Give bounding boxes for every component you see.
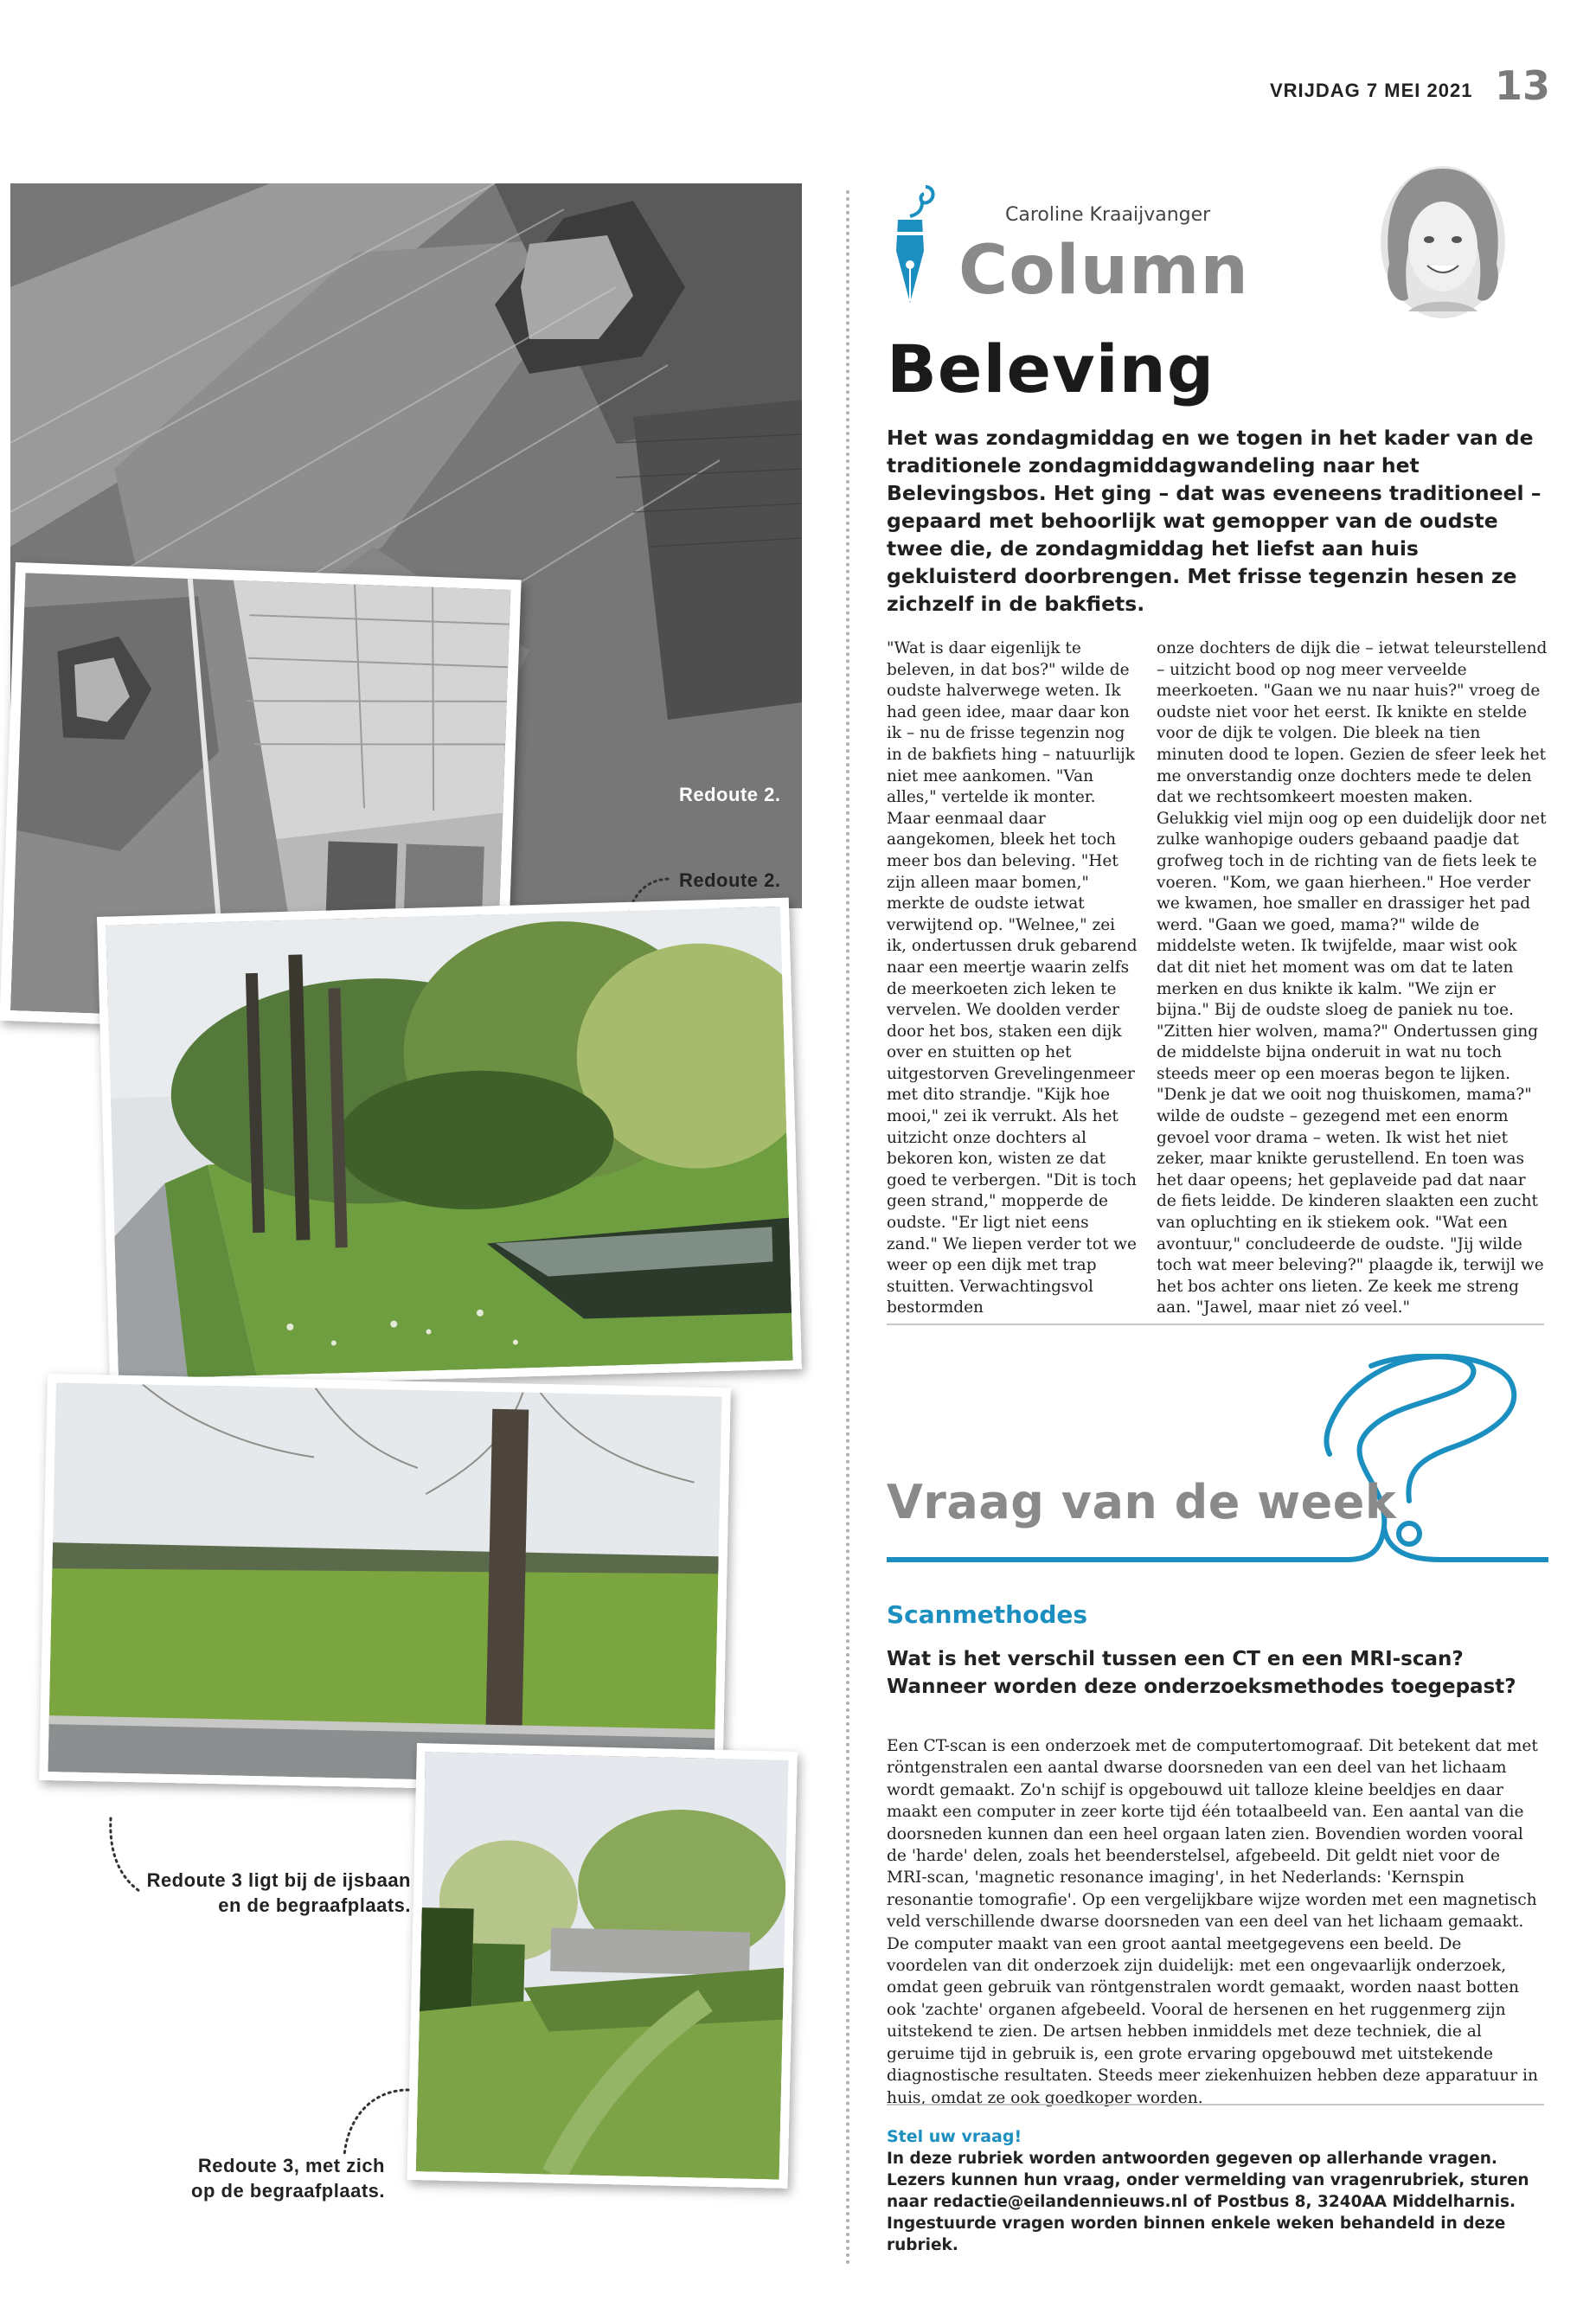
photo-path-trees	[97, 898, 802, 1388]
issue-date: VRIJDAG 7 MEI 2021	[1270, 80, 1473, 101]
question-topic: Scanmethodes	[887, 1600, 1088, 1629]
section-title-vraag: Vraag van de week	[887, 1475, 1397, 1529]
caption-redoute3b-line1: Redoute 3, met zich	[197, 2155, 385, 2176]
column-divider	[846, 190, 849, 2266]
submit-question-box	[887, 2126, 1561, 2256]
caption-pointer-redoute3b	[337, 2083, 415, 2161]
section-divider-bottom	[887, 2104, 1544, 2106]
section-label-column: Column	[958, 232, 1249, 310]
submit-question-title: Stel uw vraag!	[887, 2127, 1022, 2146]
pen-mouse-icon	[884, 182, 938, 311]
question-mark-icon	[887, 1354, 1548, 1570]
caption-redoute3	[121, 1868, 411, 1918]
article-body-col1	[887, 638, 1139, 1319]
article-lead: Het was zondagmiddag en we togen in het kader van de traditionele zondagmiddagwandeling naar het Belevingsbos. Het ging – dat was eveneens traditioneel – gepaard met behoorlijk wat gemopper van de oudste twee die, de zondagmiddag het liefst aan huis gekluisterd doorbrengen. Met frisse tegenzin hesen ze zichzelf in de bakfiets.	[887, 426, 1542, 616]
author-name: Caroline Kraaijvanger	[1005, 204, 1211, 226]
article-body-col2	[1157, 638, 1548, 1319]
caption-redoute3b	[130, 2154, 385, 2203]
photo-field-tree	[39, 1374, 731, 1794]
answer-text: Een CT-scan is een onderzoek met de computertomograaf. Dit betekent dat met röntgenstralen een aantal dwarse doorsneden van een deel van het lichaam wordt gemaakt. Zo'n schijf is opgebouwd uit talloze kleine beeldjes en daar maakt een computer in zeer korte tijd één totaalbeeld van. Een aantal van die doorsneden kunnen dan een heel orgaan laten zien. Bovendien worden vooral de 'harde' delen, zoals het beenderstelsel, afgebeeld. Dit geldt niet voor de MRI-scan, 'magnetic resonance imaging', in het Nederlands: 'Kernspin resonantie tomografie'. Op een vergelijkbare wijze worden met een magnetisch veld verschillende dwarse doorsneden van een deel van het lichaam gemaakt. De computer maakt van een groot aantal meetgegevens een beeld. De voordelen van dit onderzoek zijn duidelijk: met een ongevaarlijk onderzoek, omdat geen gebruik van röntgenstralen wordt gemaakt, worden naast botten ook 'zachte' organen afgebeeld. Vooral de hersenen en het ruggenmerg zijn uitstekend te zien. De artsen hebben inmiddels met deze techniek, die al geruime tijd in gebruik is, een grote ervaring opgebouwd met uitstekende diagnostische resultaten. Steeds meer ziekenhuizen hebben deze apparatuur in huis, omdat ze ook goedkoper worden.	[887, 1737, 1538, 2107]
article-headline: Beleving	[887, 330, 1215, 407]
aerial-caption: Redoute 2.	[679, 784, 781, 805]
caption-redoute3-line2: en de begraafplaats.	[218, 1894, 411, 1916]
page-number: 13	[1495, 62, 1551, 109]
caption-redoute2: Redoute 2.	[679, 869, 781, 891]
section-divider	[887, 1324, 1544, 1325]
photo-cemetery	[407, 1743, 798, 2189]
article-body-col2-text: onze dochters de dijk die – ietwat teleurstellend – uitzicht bood op nog meer verveelde meerkoeten. "Gaan we nu naar huis?" vroeg de oudste niet voor het eerst. Ik knikte en stelde voor de dijk te volgen. Die bleek na tien minuten dood te lopen. Gezien de sfeer leek het me onverstandig onze dochters mede te delen dat we rechtsomkeert moesten maken. Gelukkig viel mijn oog op een duidelijk door net zulke wanhopige ouders gebaand paadje dat grofweg toch in de richting van de fiets leek te voeren. "Kom, we gaan hierheen." Hoe verder we kwamen, hoe smaller en drassiger het pad werd. "Gaan we goed, mama?" wilde de middelste weten. Ik twijfelde, maar wist ook dat dit niet het moment was om dat te laten merken en dus knikte ik kalm. "We zijn er bijna." Bij de oudste sloeg de paniek nu toe. "Zitten hier wolven, mama?" Ondertussen ging de middelste bijna onderuit in wat nu toch steeds meer op een moeras begon te lijken. "Denk je dat we ooit nog thuiskomen, mama?" wilde de oudste – gezegend met een enorm gevoel voor drama – weten. Ik wist het niet zeker, maar knikte gerustellend. En toen was het daar opeens; het geplaveide pad dat naar de fiets leidde. De kinderen slaakten een zucht van opluchting en ik stiekem ook. "Wat een avontuur," concludeerde de oudste. "Jij wilde toch wat meer beleving?" plaagde ik, terwijl we het bos achter ons lieten. Ze keek me streng aan. "Jawel, maar niet zó veel."	[1157, 639, 1548, 1317]
question-text: Wat is het verschil tussen een CT en een MRI-scan? Wanneer worden deze onderzoeksmethodes toegepast?	[887, 1648, 1516, 1698]
caption-redoute3-line1: Redoute 3 ligt bij de ijsbaan	[146, 1869, 411, 1891]
article-body-col1-text: "Wat is daar eigenlijk te beleven, in dat bos?" wilde de oudste halverwege weten. Ik had geen idee, maar daar kon ik – nu de frisse tegenzin nog in de bakfiets hing – natuurlijk niet mee aankomen. "Van alles," vertelde ik monter. Maar eenmaal daar aangekomen, bleek het toch meer bos dan beleving. "Het zijn alleen maar bomen," merkte de oudste ietwat verwijtend op. "Welnee," zei ik, ondertussen druk gebarend naar een meertje waarin zelfs de meerkoeten zich leken te vervelen. We doolden verder door het bos, staken een dijk over en stuitten op het uitgestorven Grevelingenmeer met dito strandje. "Kijk hoe mooi," zei ik verrukt. Als het uitzicht onze dochters al bekoren kon, wisten ze dat goed te verbergen. "Dit is toch geen strand," mopperde de oudste. "Er ligt niet eens zand." We liepen verder tot we weer op een dijk met trap stuitten. Verwachtingsvol bestormden	[887, 639, 1138, 1317]
caption-redoute3b-line2: op de begraafplaats.	[191, 2179, 385, 2202]
author-portrait	[1374, 160, 1512, 320]
submit-question-body: In deze rubriek worden antwoorden gegeven op allerhande vragen. Lezers kunnen hun vraag, onder vermelding van vragenrubriek, sturen naar redactie@eilandennieuws.nl of Postbus 8, 3240AA Middelharnis. Ingestuurde vragen worden binnen enkele weken behandeld in deze rubriek.	[887, 2150, 1529, 2254]
